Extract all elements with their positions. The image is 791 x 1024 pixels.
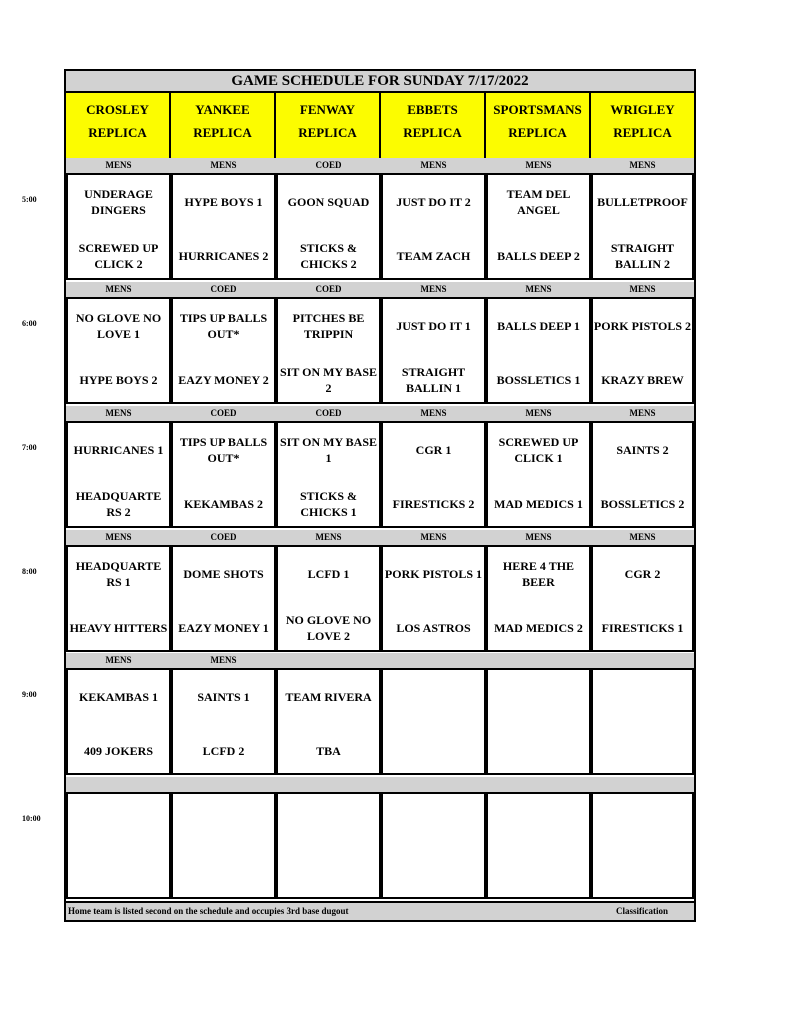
field-subtitle: REPLICA [508,125,567,140]
field-name: WRIGLEY [610,102,675,117]
classification-label [591,778,694,791]
home-team: LCFD 2 [202,744,245,758]
game-cell [591,297,694,404]
away-team: JUST DO IT 1 [396,319,471,333]
game-cell [591,421,694,528]
home-team: HYPE BOYS 2 [79,373,158,387]
away-team: CGR 1 [415,443,452,457]
classification-label: MENS [525,160,552,170]
classification-label: MENS [629,532,656,542]
home-team: EAZY MONEY 1 [178,621,269,635]
field-subtitle: REPLICA [298,125,357,140]
classification-label: MENS [105,655,132,665]
home-team: STICKS & CHICKS 1 [299,489,358,519]
classification-label: MENS [420,408,447,418]
classification-label: MENS [105,408,132,418]
away-team: HYPE BOYS 1 [184,195,263,209]
home-team: BALLS DEEP 2 [497,249,580,263]
time-label: 7:00 [22,443,37,452]
game-cell [276,297,381,404]
game-cell [591,668,694,775]
classification-label: COED [210,532,237,542]
classification-label: MENS [629,160,656,170]
away-team: GOON SQUAD [287,195,370,209]
classification-label: MENS [525,532,552,542]
home-team: STRAIGHT BALLIN 2 [610,241,675,271]
game-cell [486,792,591,899]
game-cell [591,792,694,899]
game-cell [276,792,381,899]
game-cell [381,421,486,528]
away-team: HEADQUARTE RS 1 [75,559,162,589]
schedule-sheet [64,69,696,922]
home-team: BOSSLETICS 1 [496,373,581,387]
game-cell [486,421,591,528]
away-team: SAINTS 1 [197,690,250,704]
away-team: UNDERAGE DINGERS [84,187,153,217]
home-team: TBA [316,744,341,758]
home-team: EAZY MONEY 2 [178,373,269,387]
away-team: SCREWED UP CLICK 1 [498,435,579,465]
footer-note: Home team is listed second on the schedule and occupies 3rd base dugout [68,906,349,916]
game-cell [486,545,591,652]
classification-label: MENS [629,284,656,294]
game-cell [66,545,171,652]
classification-label: COED [210,408,237,418]
away-team: PORK PISTOLS 2 [593,319,692,333]
game-cell [276,173,381,280]
game-cell [276,545,381,652]
classification-label [486,778,591,791]
classification-label [381,654,486,667]
game-cell [381,297,486,404]
home-team: MAD MEDICS 1 [494,497,583,511]
home-team: SIT ON MY BASE 2 [279,365,378,395]
home-team: 409 JOKERS [83,744,153,758]
classification-label: MENS [420,532,447,542]
field-name: EBBETS [407,102,458,117]
game-cell [66,792,171,899]
classification-label: MENS [210,655,237,665]
away-team: BULLETPROOF [597,195,688,209]
away-team: PITCHES BE TRIPPIN [292,311,365,341]
game-cell [66,668,171,775]
game-cell [486,173,591,280]
time-label: 8:00 [22,567,37,576]
classification-label [591,654,694,667]
classification-label: MENS [315,532,342,542]
away-team: TEAM DEL ANGEL [506,187,571,217]
field-name: SPORTSMANS [493,102,582,117]
classification-label: COED [210,284,237,294]
classification-label [171,778,276,791]
home-team: STICKS & CHICKS 2 [299,241,358,271]
away-team: HERE 4 THE BEER [502,559,575,589]
game-cell [591,173,694,280]
away-team: JUST DO IT 2 [396,195,471,209]
home-team: HEAVY HITTERS [69,621,168,635]
classification-label [66,778,171,791]
home-team: HEADQUARTE RS 2 [75,489,162,519]
away-team: BALLS DEEP 1 [497,319,580,333]
game-cell [66,297,171,404]
classification-label: MENS [629,408,656,418]
home-team: TEAM ZACH [396,249,471,263]
game-cell [171,297,276,404]
classification-label: MENS [105,532,132,542]
classification-label [276,654,381,667]
game-cell [171,545,276,652]
home-team: LOS ASTROS [396,621,471,635]
game-cell [381,792,486,899]
game-cell [171,668,276,775]
away-team: NO GLOVE NO LOVE 1 [75,311,162,341]
footer-classification-label: Classification [616,906,669,916]
classification-label: MENS [105,284,132,294]
home-team: FIRESTICKS 1 [601,621,684,635]
away-team: TEAM RIVERA [285,690,372,704]
game-cell [66,173,171,280]
game-cell [276,421,381,528]
classification-label: MENS [210,160,237,170]
schedule-title: GAME SCHEDULE FOR SUNDAY 7/17/2022 [66,71,694,93]
away-team: HURRICANES 1 [73,443,164,457]
game-cell [66,421,171,528]
classification-label: COED [315,408,342,418]
field-subtitle: REPLICA [193,125,252,140]
home-team: HURRICANES 2 [178,249,269,263]
game-cell [486,668,591,775]
classification-label [276,778,381,791]
game-cell [276,668,381,775]
game-cell [381,545,486,652]
game-cell [171,421,276,528]
game-cell [381,668,486,775]
field-subtitle: REPLICA [613,125,672,140]
classification-label: COED [315,284,342,294]
away-team: TIPS UP BALLS OUT* [179,435,268,465]
classification-label [381,778,486,791]
away-team: CGR 2 [624,567,661,581]
classification-label: MENS [525,284,552,294]
away-team: DOME SHOTS [183,567,264,581]
game-cell [171,173,276,280]
away-team: PORK PISTOLS 1 [384,567,483,581]
classification-label [486,654,591,667]
away-team: SAINTS 2 [616,443,669,457]
home-team: BOSSLETICS 2 [600,497,685,511]
time-label: 6:00 [22,319,37,328]
time-label: 9:00 [22,690,37,699]
game-cell [486,297,591,404]
away-team: KEKAMBAS 1 [78,690,158,704]
classification-label: MENS [420,284,447,294]
away-team: TIPS UP BALLS OUT* [179,311,268,341]
home-team: STRAIGHT BALLIN 1 [401,365,466,395]
home-team: FIRESTICKS 2 [392,497,475,511]
away-team: SIT ON MY BASE 1 [279,435,378,465]
field-name: YANKEE [195,102,250,117]
game-cell [381,173,486,280]
field-name: FENWAY [299,102,356,117]
game-cell [171,792,276,899]
home-team: SCREWED UP CLICK 2 [78,241,159,271]
classification-label: COED [315,160,342,170]
field-name: CROSLEY [86,102,149,117]
classification-label: MENS [105,160,132,170]
away-team: LCFD 1 [307,567,350,581]
time-label: 10:00 [22,814,41,823]
home-team: KRAZY BREW [601,373,684,387]
classification-label: MENS [525,408,552,418]
game-cell [591,545,694,652]
home-team: MAD MEDICS 2 [494,621,583,635]
home-team: NO GLOVE NO LOVE 2 [285,613,372,643]
field-subtitle: REPLICA [88,125,147,140]
classification-label: MENS [420,160,447,170]
time-label: 5:00 [22,195,37,204]
field-subtitle: REPLICA [403,125,462,140]
schedule-footer [66,901,694,920]
home-team: KEKAMBAS 2 [183,497,263,511]
